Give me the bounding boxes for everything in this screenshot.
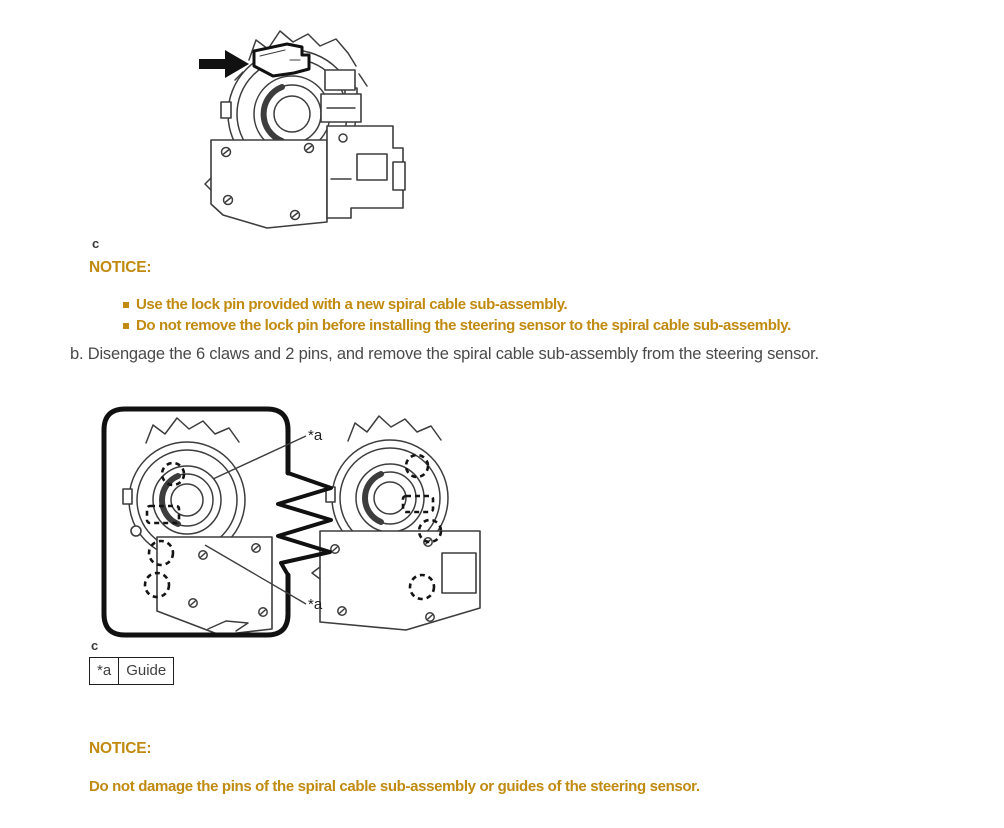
notice-top-heading: NOTICE: (89, 259, 152, 276)
bullet-square-icon (123, 302, 129, 308)
lock-pin (254, 44, 309, 76)
figure1-connector-housings (321, 70, 405, 218)
notice-bottom-heading: NOTICE: (89, 740, 152, 757)
notice-bullet-item (123, 297, 791, 313)
callout-label-bottom: *a (308, 596, 323, 613)
notice-bullet-item (123, 318, 791, 334)
legend-table (89, 657, 174, 685)
callout-label-top: *a (308, 427, 323, 444)
figure1-sensor-base (205, 140, 327, 228)
notice-top-bullet-list (123, 297, 791, 339)
figure-lock-pin-illustration (197, 14, 417, 236)
figure2-right-view (312, 416, 480, 630)
figure-top-caption: c (92, 236, 100, 251)
pin-marker (403, 496, 433, 512)
step-b-instruction: b. Disengage the 6 claws and 2 pins, and remove the spiral cable sub-assembly from the steering sensor. (70, 345, 819, 363)
claw-marker (406, 455, 428, 477)
notice-bullet-text: Use the lock pin provided with a new spiral cable sub-assembly. (136, 296, 568, 313)
figure-bottom-caption: c (91, 638, 99, 653)
bullet-square-icon (123, 323, 129, 329)
legend-key-cell: *a (90, 658, 119, 685)
figure-claws-pins-illustration (98, 403, 503, 643)
notice-bottom-text: Do not damage the pins of the spiral cable sub-assembly or guides of the steering sensor. (89, 778, 700, 795)
notice-bullet-text: Do not remove the lock pin before installing the steering sensor to the spiral cable sub-assembly. (136, 317, 791, 334)
figure2-left-view (123, 418, 272, 635)
legend-row (90, 658, 174, 685)
legend-value-cell: Guide (119, 658, 174, 685)
